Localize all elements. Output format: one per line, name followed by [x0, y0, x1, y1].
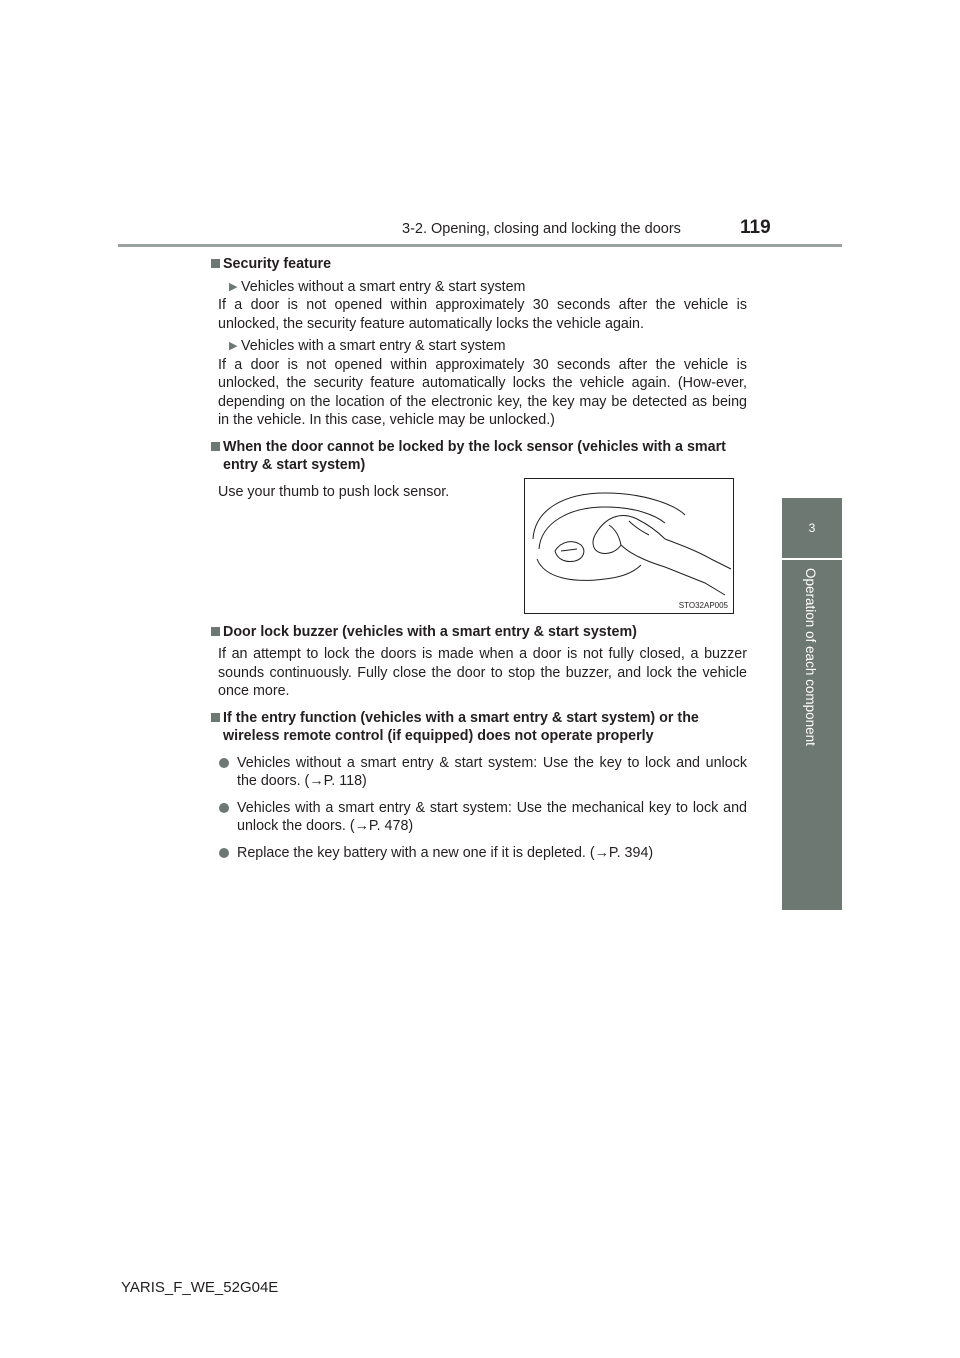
square-bullet-icon [211, 713, 220, 722]
page-number: 119 [740, 217, 771, 238]
circle-bullet-icon [219, 758, 229, 768]
section-heading: When the door cannot be locked by the lock sensor (vehicles with a smart entry & start system) [211, 438, 747, 475]
illustration-code: STO32AP005 [678, 601, 728, 610]
list-item: Vehicles with a smart entry & start system: Use the mechanical key to lock and unlock the doors. (→P. 478) [211, 799, 747, 836]
paragraph: If a door is not opened within approximately 30 seconds after the vehicle is unlocked, the security feature automatically locks the vehicle again. [218, 297, 747, 332]
list-item: Vehicles without a smart entry & start system: Use the key to lock and unlock the doors. (→P. 118) [211, 754, 747, 791]
list-item: Replace the key battery with a new one if it is depleted. (→P. 394) [211, 844, 747, 863]
thumb-on-door-handle-icon [525, 479, 733, 613]
subsection-label: ▶ Vehicles without a smart entry & start system [229, 278, 526, 295]
section-heading: If the entry function (vehicles with a smart entry & start system) or the wireless remote control (if equipped) does not operate properly [211, 709, 747, 746]
section-heading: Door lock buzzer (vehicles with a smart entry & start system) [211, 623, 747, 642]
header-divider [118, 244, 842, 247]
circle-bullet-icon [219, 848, 229, 858]
chapter-tab-number: 3 [782, 498, 842, 558]
square-bullet-icon [211, 259, 220, 268]
section-title: 3-2. Opening, closing and locking the doors [402, 221, 681, 237]
triangle-right-icon: ▶ [229, 280, 238, 293]
paragraph: If an attempt to lock the doors is made when a door is not fully closed, a buzzer sounds continuously. Fully close the door to stop the buzzer, and lock the vehicle once more. [218, 646, 747, 699]
square-bullet-icon [211, 627, 220, 636]
chapter-tab-title: Operation of each component [803, 568, 818, 746]
subsection-label: ▶ Vehicles with a smart entry & start system [229, 338, 506, 354]
triangle-right-icon: ▶ [229, 340, 238, 352]
section-heading: Security feature [211, 255, 747, 274]
square-bullet-icon [211, 442, 220, 451]
lock-sensor-illustration [524, 478, 734, 614]
document-code: YARIS_F_WE_52G04E [121, 1279, 279, 1296]
circle-bullet-icon [219, 803, 229, 813]
chapter-tab-label [782, 560, 842, 910]
paragraph: Use your thumb to push lock sensor. [218, 483, 450, 500]
paragraph: If a door is not opened within approximately 30 seconds after the vehicle is unlocked, the security feature automatically locks the vehicle again. (How-ever, depending on the location of the electronic key, the key may be detected as being in the vehicle. In this case, vehicle may be unlocked.) [218, 356, 747, 428]
